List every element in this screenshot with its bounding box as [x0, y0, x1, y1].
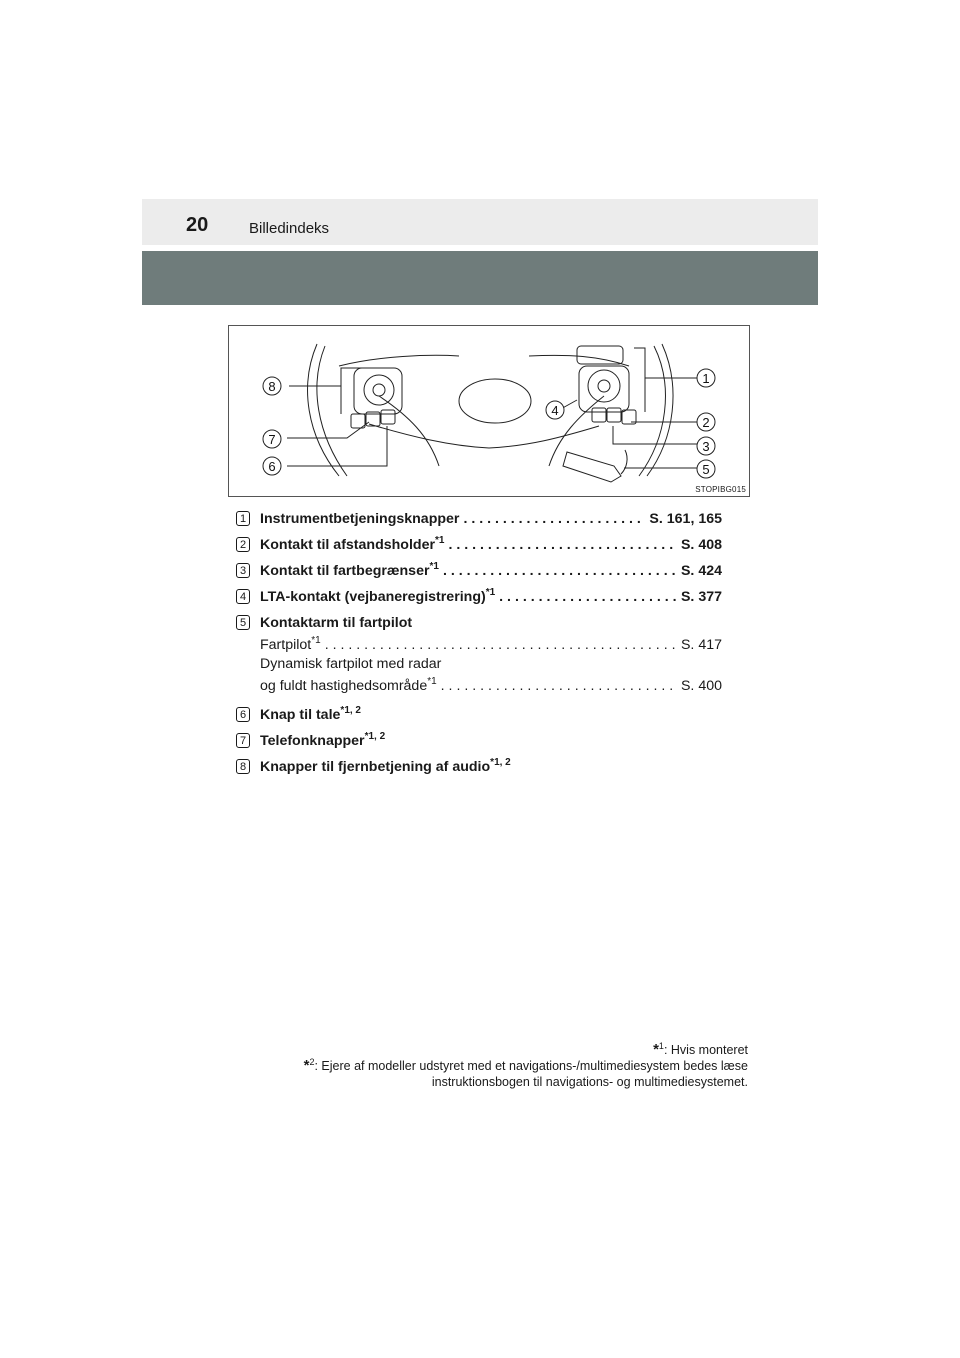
item-number-badge: 7 — [236, 733, 250, 748]
item-label: Kontaktarm til fartpilot — [260, 615, 413, 631]
header-band — [142, 251, 818, 305]
footnote-1: *$^1$: Hvis monteret — [653, 1041, 748, 1058]
item-label: Kontakt til afstandsholder — [260, 537, 435, 553]
callout-3 — [697, 437, 715, 455]
svg-text:5: 5 — [702, 462, 710, 477]
item-number-badge: 1 — [236, 511, 250, 526]
footnote-ref: *1 — [485, 587, 496, 598]
callout-1 — [697, 369, 715, 387]
item-number-badge: 4 — [236, 589, 250, 604]
item-label: Instrumentbetjeningsknapper — [260, 511, 460, 527]
svg-text:3: 3 — [702, 439, 710, 454]
list-item — [236, 536, 722, 562]
item-label: Telefonknapper — [260, 733, 365, 749]
sub-item-label: Fartpilot — [260, 637, 312, 653]
callout-5 — [697, 460, 715, 478]
footnote-ref: *1 — [311, 635, 321, 646]
page-reference: S. 417 — [680, 637, 722, 653]
svg-text:6: 6 — [268, 459, 276, 474]
item-number-badge: 3 — [236, 563, 250, 578]
list-item — [236, 706, 722, 732]
callout-2 — [697, 413, 715, 431]
svg-text:8: 8 — [268, 379, 276, 394]
footnote-ref: *1, 2 — [340, 705, 361, 716]
item-number-badge: 2 — [236, 537, 250, 552]
steering-wheel-illustration — [228, 325, 750, 497]
figure-code: STOPIBG015 — [695, 485, 746, 494]
callout-8 — [263, 377, 281, 395]
list-item — [236, 562, 722, 588]
list-item — [236, 588, 722, 614]
item-list — [236, 510, 722, 784]
svg-text:4: 4 — [551, 403, 559, 418]
item-label: Kontakt til fartbegrænser — [260, 563, 430, 579]
footnote-2: *$^2$: Ejere af modeller udstyret med et navigations-/multimediesystem bedes læse — [303, 1057, 748, 1074]
footnotes — [240, 1042, 748, 1090]
page-reference: S. 377 — [680, 589, 722, 605]
footnote-ref: *1 — [427, 676, 437, 687]
svg-text:1: 1 — [702, 371, 710, 386]
svg-text:7: 7 — [268, 432, 276, 447]
list-item — [236, 732, 722, 758]
item-number-badge: 5 — [236, 615, 250, 630]
header-bar — [142, 199, 818, 245]
item-label: Knap til tale — [260, 707, 341, 723]
footnote-ref: *1 — [435, 535, 445, 546]
section-title: Billedindeks — [249, 220, 330, 237]
item-number-badge: 8 — [236, 759, 250, 774]
callout-6 — [263, 457, 281, 475]
footnote-2-continued: instruktionsbogen til navigations- og multimediesystemet. — [431, 1075, 748, 1089]
item-label: LTA-kontakt (vejbaneregistrering) — [260, 589, 486, 605]
page-reference: S. 424 — [680, 563, 722, 579]
page-number: 20 — [186, 214, 209, 236]
page-reference: S. 400 — [680, 678, 722, 694]
page-reference: S. 408 — [680, 537, 722, 553]
footnote-ref: *1, 2 — [490, 757, 511, 768]
page-reference: S. 161, 165 — [649, 511, 722, 527]
sub-item-label: Dynamisk fartpilot med radar — [260, 656, 442, 672]
list-item — [236, 614, 722, 706]
footnote-ref: *1 — [429, 561, 439, 572]
callout-7 — [263, 430, 281, 448]
svg-text:2: 2 — [702, 415, 710, 430]
callout-4 — [546, 401, 564, 419]
list-item — [236, 758, 722, 784]
item-number-badge: 6 — [236, 707, 250, 722]
footnote-ref: *1, 2 — [364, 731, 386, 742]
sub-item-label: og fuldt hastighedsområde — [260, 678, 428, 694]
item-label: Knapper til fjernbetjening af audio — [260, 759, 491, 775]
list-item — [236, 510, 722, 536]
steering-wheel-drawing — [229, 326, 749, 496]
